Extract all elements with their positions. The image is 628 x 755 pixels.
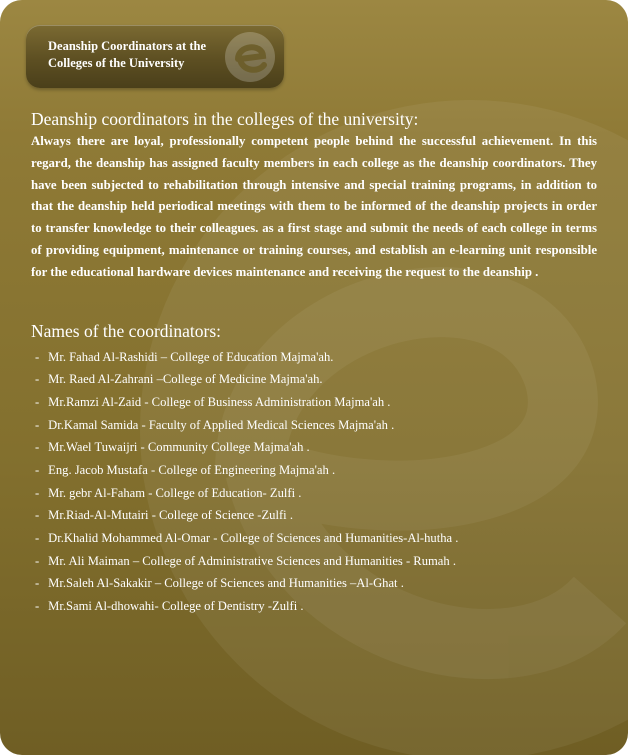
coordinator-name: Mr. Ali Maiman – College of Administrative Sciences and Humanities - Rumah . <box>48 553 456 568</box>
list-bullet: - <box>35 394 40 409</box>
list-bullet: - <box>35 372 40 387</box>
coordinator-name: Mr. gebr Al-Faham - College of Education- Zulfi . <box>48 485 302 500</box>
list-item <box>35 395 597 418</box>
list-bullet: - <box>35 463 40 478</box>
list-item <box>35 463 597 486</box>
list-bullet: - <box>35 531 40 546</box>
list-item <box>35 486 597 509</box>
list-bullet: - <box>35 349 40 364</box>
coordinator-name: Mr.Riad-Al-Mutairi - College of Science -Zulfi . <box>48 508 293 523</box>
list-item <box>35 418 597 441</box>
coordinator-name: Dr.Khalid Mohammed Al-Omar - College of Sciences and Humanities-Al-hutha . <box>48 531 459 546</box>
list-item <box>35 554 597 577</box>
list-item <box>35 350 597 373</box>
intro-heading: Deanship coordinators in the colleges of the university: <box>31 109 419 129</box>
list-item <box>35 576 597 599</box>
list-bullet: - <box>35 599 40 614</box>
list-item <box>35 440 597 463</box>
coordinator-name: Mr. Fahad Al-Rashidi – College of Education Majma'ah. <box>48 349 334 364</box>
coordinator-name: Mr.Sami Al-dhowahi- College of Dentistry -Zulfi . <box>48 599 304 614</box>
list-bullet: - <box>35 440 40 455</box>
coordinators-heading: Names of the coordinators: <box>31 320 222 341</box>
list-item <box>35 531 597 554</box>
list-item <box>35 372 597 395</box>
intro-paragraph: Always there are loyal, professionally competent people behind the successful achievement. In this regard, the deanship has assigned faculty members in each college as the deanship coordinators. They have been subjected to rehabilitation through intensive and special training programs, in addition to that the deanship held periodical meetings with them to be informed of the deanship projects in order to transfer knowledge to their colleagues. as a first stage and submit the needs of each college in terms of providing equipment, maintenance or training courses, and establish an e-learning unit responsible for the educational hardware devices maintenance and receiving the request to the deanship . <box>31 134 597 279</box>
coordinator-name: Mr. Raed Al-Zahrani –College of Medicine Majma'ah. <box>48 372 323 387</box>
page-title: Deanship Coordinators at the Colleges of the University <box>48 39 206 70</box>
list-bullet: - <box>35 553 40 568</box>
list-item <box>35 599 597 622</box>
coordinator-name: Mr.Wael Tuwaijri - Community College Majma'ah . <box>48 440 310 455</box>
list-bullet: - <box>35 417 40 432</box>
coordinator-name: Mr.Saleh Al-Sakakir – College of Sciences and Humanities –Al-Ghat . <box>48 576 404 591</box>
list-item <box>35 508 597 531</box>
coordinator-name: Eng. Jacob Mustafa - College of Engineering Majma'ah . <box>48 463 336 478</box>
coordinator-name: Dr.Kamal Samida - Faculty of Applied Medical Sciences Majma'ah . <box>48 417 395 432</box>
page-header-tab <box>26 25 284 88</box>
list-bullet: - <box>35 508 40 523</box>
list-bullet: - <box>35 576 40 591</box>
coordinator-name: Mr.Ramzi Al-Zaid - College of Business Administration Majma'ah . <box>48 394 391 409</box>
list-bullet: - <box>35 485 40 500</box>
main-content <box>31 108 597 622</box>
coordinators-list <box>31 350 597 622</box>
